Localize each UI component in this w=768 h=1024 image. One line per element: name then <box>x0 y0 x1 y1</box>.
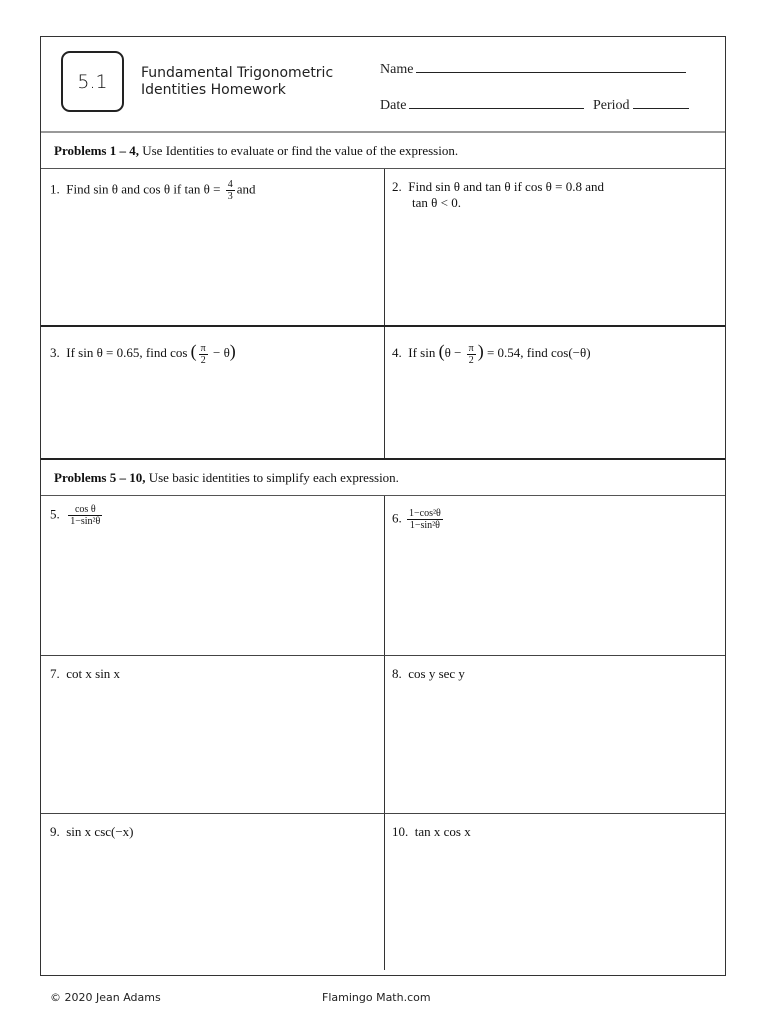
problem-3-fraction <box>199 343 208 366</box>
problem-2-line-2: tan θ < 0. <box>412 195 461 210</box>
period-blank-line[interactable] <box>633 95 689 109</box>
problem-4 <box>384 327 727 459</box>
problem-4-theta: θ − <box>444 345 465 360</box>
problem-8-number: 8. <box>392 666 402 681</box>
problem-3-text-end: − θ <box>209 345 230 360</box>
problem-5 <box>41 496 384 655</box>
section-2-heading-text: Use basic identities to simplify each expression. <box>145 470 399 485</box>
problem-2 <box>384 169 727 325</box>
footer-site: Flamingo Math.com <box>322 991 431 1004</box>
problem-7-number: 7. <box>50 666 60 681</box>
name-blank-line[interactable] <box>416 59 686 73</box>
problem-6-fraction <box>407 508 443 531</box>
problem-9-expression: sin x csc(−x) <box>66 824 134 839</box>
fraction-numerator: π <box>200 342 206 354</box>
problem-3-text: If sin θ = 0.65, find cos <box>66 345 191 360</box>
date-blank-line[interactable] <box>409 95 584 109</box>
worksheet-header <box>41 37 725 133</box>
lesson-number: 5.1 <box>77 70 108 93</box>
title-line-2: Identities Homework <box>141 82 286 98</box>
section-1-heading <box>41 133 725 169</box>
problem-8-expression: cos y sec y <box>408 666 465 681</box>
problem-1-fraction <box>226 179 235 202</box>
paren-open: ( <box>438 341 445 361</box>
paren-close: ) <box>229 341 236 361</box>
fraction-denominator: 1−sin²θ <box>70 516 101 527</box>
problem-1-text-end: and <box>236 181 256 197</box>
problem-4-text: If sin <box>408 345 439 360</box>
problem-7 <box>41 656 384 813</box>
section-2-heading-bold: Problems 5 – 10, <box>54 470 146 485</box>
section-1-heading-text: Use Identities to evaluate or find the value of the expression. <box>138 143 459 158</box>
fraction-denominator: 2 <box>468 354 474 366</box>
problem-2-line-1: Find sin θ and tan θ if cos θ = 0.8 and <box>408 179 604 194</box>
title-line-1: Fundamental Trigonometric <box>141 65 334 81</box>
problem-1 <box>41 169 384 325</box>
problem-4-text-end: = 0.54, find cos(−θ) <box>483 345 591 360</box>
date-label: Date <box>380 98 407 113</box>
name-label: Name <box>380 62 414 77</box>
problem-5-fraction <box>68 504 102 527</box>
problem-10-expression: tan x cos x <box>414 824 471 839</box>
lesson-number-badge <box>61 51 124 112</box>
problem-3-number: 3. <box>50 345 60 360</box>
worksheet-title <box>141 65 333 99</box>
paren-close: ) <box>477 341 484 361</box>
fraction-denominator: 2 <box>200 354 206 366</box>
problem-1-text: Find sin θ and cos θ if tan θ = <box>66 181 224 197</box>
problem-2-number: 2. <box>392 179 402 194</box>
problem-4-number: 4. <box>392 345 402 360</box>
problem-9 <box>41 814 384 970</box>
fraction-denominator: 1−sin²θ <box>409 520 440 531</box>
footer-copyright: © 2020 Jean Adams <box>50 991 161 1004</box>
section-1-heading-bold: Problems 1 – 4, <box>54 143 139 158</box>
problem-8 <box>384 656 727 813</box>
worksheet <box>40 36 726 976</box>
date-field[interactable] <box>380 95 584 114</box>
problem-3 <box>41 327 384 459</box>
problem-9-number: 9. <box>50 824 60 839</box>
paren-open: ( <box>190 341 197 361</box>
problem-1-number: 1. <box>50 181 60 197</box>
problem-6 <box>384 496 727 655</box>
problem-6-number: 6. <box>392 510 402 526</box>
problem-7-expression: cot x sin x <box>66 666 121 681</box>
name-field[interactable] <box>380 59 686 78</box>
fraction-numerator: π <box>468 342 474 354</box>
period-field[interactable] <box>593 95 689 114</box>
section-2-heading <box>41 460 725 496</box>
problem-10 <box>384 814 727 970</box>
period-label: Period <box>593 98 630 113</box>
fraction-numerator: 4 <box>227 179 233 190</box>
problem-5-number: 5. <box>50 506 60 522</box>
problem-4-fraction <box>467 343 476 366</box>
fraction-numerator: 1−cos²θ <box>409 508 441 519</box>
problem-10-number: 10. <box>392 824 409 839</box>
fraction-denominator: 3 <box>227 191 233 202</box>
fraction-numerator: cos θ <box>68 504 102 516</box>
